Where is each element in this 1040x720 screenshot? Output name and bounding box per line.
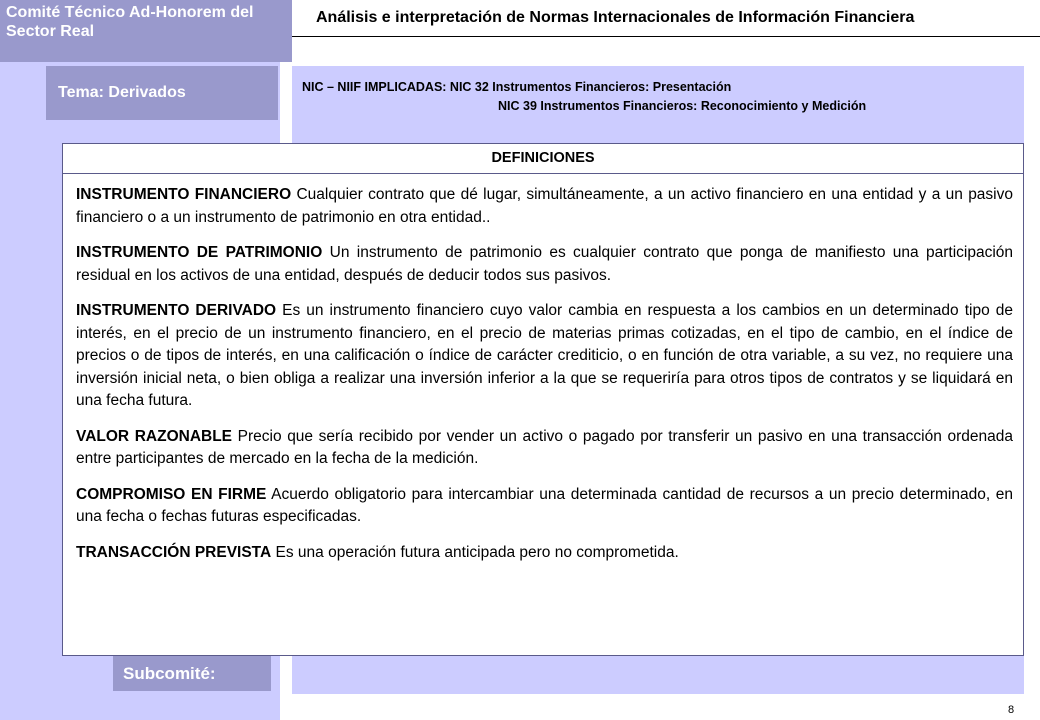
header-divider	[292, 36, 1040, 37]
definition-term: INSTRUMENTO DERIVADO	[76, 302, 277, 319]
definition-entry	[76, 184, 1013, 229]
definition-term: VALOR RAZONABLE	[76, 427, 233, 445]
definitions-heading: DEFINICIONES	[63, 144, 1023, 174]
definition-entry	[76, 542, 1013, 565]
definition-term: TRANSACCIÓN PREVISTA	[76, 543, 272, 561]
definition-term: INSTRUMENTO FINANCIERO	[76, 186, 292, 203]
definition-term: COMPROMISO EN FIRME	[76, 485, 267, 503]
definition-text: Acuerdo obligatorio para intercambiar una determinada cantidad de recursos a un precio determinado, en una fecha o fechas futuras especificadas.	[76, 485, 1013, 525]
definition-entry	[76, 484, 1013, 529]
standards-box	[292, 66, 1024, 130]
org-name: Comité Técnico Ad-Honorem del Sector Real	[0, 0, 292, 62]
definition-text: Un instrumento de patrimonio es cualquier contrato que ponga de manifiesto una participación residual en los activos de una entidad, después de deducir todos sus pasivos.	[76, 244, 1014, 284]
definition-entry	[76, 300, 1013, 413]
page-number: 8	[1008, 704, 1015, 716]
definitions-body	[63, 174, 1023, 564]
definition-text: Precio que sería recibido por vender un activo o pagado por transferir un pasivo en una transacción ordenada entre participantes de mercado en la fecha de la medición.	[76, 427, 1013, 467]
page-title: Análisis e interpretación de Normas Internacionales de Información Financiera	[316, 9, 915, 26]
standards-line-2: NIC 39 Instrumentos Financieros: Reconocimiento y Medición	[498, 99, 867, 113]
topic-label: Tema: Derivados	[46, 66, 278, 120]
subcommittee-label: Subcomité:	[113, 656, 271, 691]
definition-entry	[76, 426, 1013, 471]
definitions-panel	[62, 143, 1024, 656]
definition-text: Cualquier contrato que dé lugar, simultáneamente, a un activo financiero en una entidad y a un pasivo financiero o a un instrumento de patrimonio en otra entidad..	[76, 186, 1013, 226]
definition-text: Es una operación futura anticipada pero no comprometida.	[275, 543, 679, 561]
definition-entry	[76, 242, 1013, 287]
standards-line-1: NIC – NIIF IMPLICADAS: NIC 32 Instrumentos Financieros: Presentación	[302, 80, 732, 94]
definition-term: INSTRUMENTO DE PATRIMONIO	[76, 244, 323, 261]
definition-text: Es un instrumento financiero cuyo valor cambia en respuesta a los cambios en un determinado tipo de interés, en el precio de un instrumento financiero, en el precio de materias primas cotizadas, en el tipo de cambio, en el índice de precios o de tipos de interés, en una calificación o índice de carácter crediticio, o en función de otra variable, a su vez, no requiere una inversión inicial neta, o bien obliga a realizar una inversión inferior a la que se requeriría para otros tipos de contratos y se liquidará en una fecha futura.	[76, 302, 1013, 409]
